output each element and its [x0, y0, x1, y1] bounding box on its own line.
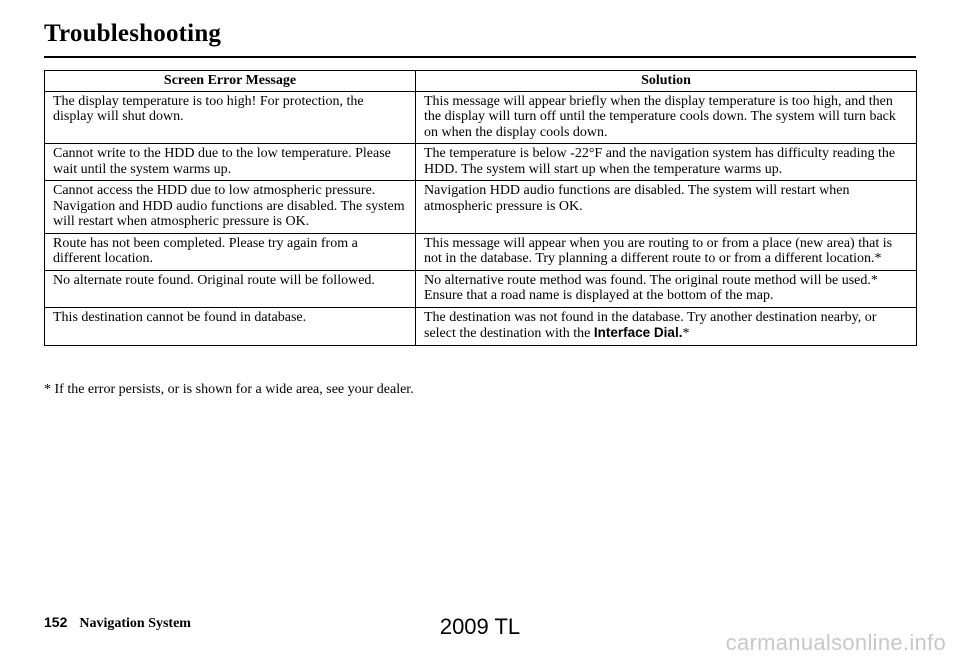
error-message-cell: Route has not been completed. Please try again from a different location. [45, 233, 416, 270]
error-message-cell: No alternate route found. Original route will be followed. [45, 270, 416, 307]
model-watermark: 2009 TL [439, 614, 521, 639]
table-header-row [45, 71, 917, 92]
table-row [45, 91, 917, 144]
site-watermark: carmanualsonline.info [725, 630, 946, 655]
footnote: * If the error persists, or is shown for a wide area, see your dealer. [44, 382, 414, 397]
page-title: Troubleshooting [44, 20, 222, 47]
solution-text: The destination was not found in the database. Try another destination nearby, or select the destination with the [424, 309, 877, 341]
section-name: Navigation System [79, 616, 191, 631]
solution-cell: This message will appear when you are routing to or from a place (new area) that is not in the database. Try planning a different route to or from a different location.* [416, 233, 917, 270]
title-divider [44, 56, 916, 58]
page-number: 152 [44, 614, 68, 630]
column-header-solution: Solution [416, 71, 917, 92]
error-message-cell: Cannot write to the HDD due to the low temperature. Please wait until the system warms up. [45, 144, 416, 181]
table-row [45, 307, 917, 345]
table-row [45, 270, 917, 307]
error-message-cell: Cannot access the HDD due to low atmospheric pressure. Navigation and HDD audio functions are disabled. The system will restart when atmospheric pressure is OK. [45, 181, 416, 234]
solution-cell [416, 307, 917, 345]
table-row [45, 144, 917, 181]
solution-cell: Navigation HDD audio functions are disabled. The system will restart when atmospheric pressure is OK. [416, 181, 917, 234]
column-header-message: Screen Error Message [45, 71, 416, 92]
error-message-table [44, 70, 917, 346]
solution-cell: No alternative route method was found. The original route method will be used.* Ensure that a road name is displayed at the bottom of the map. [416, 270, 917, 307]
solution-cell: This message will appear briefly when the display temperature is too high, and then the display will turn off until the temperature cools down. The system will turn back on when the display cools down. [416, 91, 917, 144]
interface-dial-term: Interface Dial. [593, 325, 683, 340]
footnote-marker: * [682, 326, 690, 341]
table-row [45, 233, 917, 270]
solution-cell: The temperature is below -22°F and the navigation system has difficulty reading the HDD. The system will start up when the temperature warms up. [416, 144, 917, 181]
table-row [45, 181, 917, 234]
error-message-cell: This destination cannot be found in database. [45, 307, 416, 345]
error-message-cell: The display temperature is too high! For protection, the display will shut down. [45, 91, 416, 144]
